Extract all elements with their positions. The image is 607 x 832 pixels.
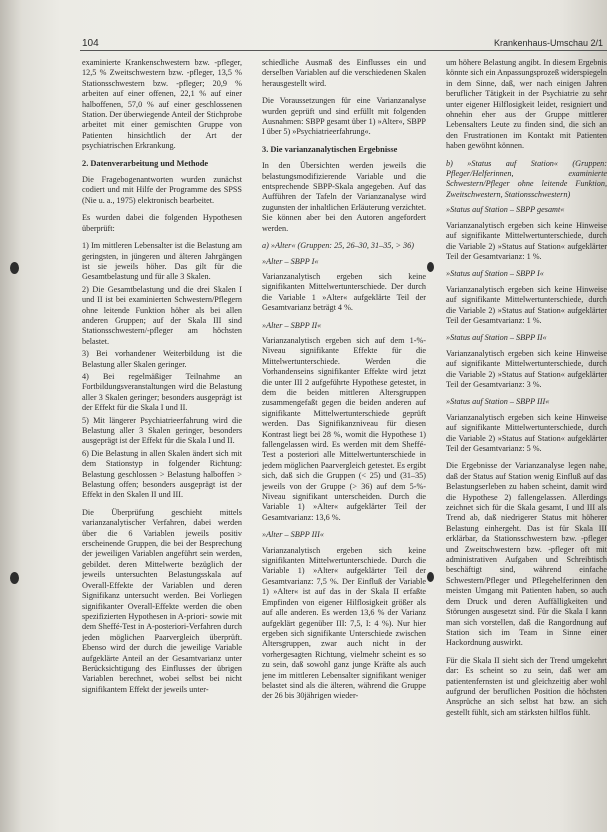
punch-hole-right-bottom — [427, 572, 434, 582]
header-rule — [80, 50, 607, 51]
hypothesis-1: 1) Im mittleren Lebensalter ist die Belastung am geringsten, in jüngeren und älteren Jahrgängen ist sie jeweils höher. Das gilt für die Gesamtbelastung und für alle 3 Skalen. — [82, 241, 242, 282]
subsection-label: »Alter – SBPP III« — [262, 530, 324, 540]
paragraph: Für die Skala II sieht sich der Trend umgekehrt dar: Es scheint so zu sein, daß wer am patientenfernsten ist und gleichzeitig aber wohl aufgrund der beruflichen Position die höchsten Ansprüche an sich selbst hat bzw. an sich gestellt fühlt, sich am stärksten hilflos fühlt. — [446, 655, 607, 717]
paragraph: In den Übersichten werden jeweils die belastungsmodifizierende Variable und die entsprechende SBPP-Skala angegeben. Auf das Aufführen der Tafeln der Varianzanalyse wird zugunsten der inhaltlichen Erläuterung verzichtet. Sie können aber bei den Autoren angefordert werden. — [262, 161, 426, 233]
paragraph: Varianzanalytisch ergeben sich keine Hinweise auf signifikante Mittelwertunterschiede, durch die Variable 2) »Status auf Station« aufgeklärter Teil der Gesamtvarianz: 1 %. — [446, 220, 607, 261]
subsection-label: »Status auf Station – SBPP gesamt« — [446, 205, 565, 215]
subsection-label: »Status auf Station – SBPP I« — [446, 269, 544, 279]
running-title: Krankenhaus-Umschau 2/1 — [493, 38, 603, 48]
subsection-label: »Status auf Station – SBPP III« — [446, 397, 550, 407]
paragraph: Varianzanalytisch ergeben sich keine signifikanten Mittelwertunterschiede. Durch die Variable 1) »Alter« aufgeklärter Teil der Gesamtvarianz: 7,5 %. Der Einfluß der Variable 1) »Alter« ist auf das in der Skala II erfaßte Empfinden von eigener Hilflosigkeit größer als auf alle anderen. Es werden 13,6 % der Varianz aufgeklärt gegenüber III: 7,5, I: 4 %). Nur hier ergeben sich signifikante Unterschiede zwischen Altersgruppen, zwar auch nicht in der vorhergesagten Richtung, vielmehr scheint es so zu sein, daß sowohl ganz junge Kräfte als auch jene im mittleren Lebensalter signifikant weniger belastet sind als die älteren, während die Gruppe der 26 bis 30jährigen wieder- — [262, 545, 426, 701]
section-heading: 2. Datenverarbeitung und Methode — [82, 158, 209, 168]
paragraph: Varianzanalytisch ergeben sich keine Hinweise auf signifikante Mittelwertunterschiede, durch die Variable 2) »Status auf Station« aufgeklärter Teil der Gesamtvarianz: 1 %. — [446, 284, 607, 325]
paragraph: Varianzanalytisch ergeben sich keine signifikanten Mittelwertunterschiede. Der durch die Variable 1 »Alter« aufgeklärte Teil der Gesamtvarianz beträgt 4 %. — [262, 271, 426, 313]
hypothesis-4: 4) Bei regelmäßiger Teilnahme an Fortbildungsveranstaltungen wird die Belastung aller 3 Skalen geringer; besonders ausgeprägt ist der Effekt für die Skala I und II. — [82, 371, 242, 413]
paragraph: Varianzanalytisch ergeben sich keine Hinweise auf signifikante Mittelwertunterschiede, durch die Variable 2) »Status auf Station« aufgeklärter Teil der Gesamtvarianz: 3 %. — [446, 348, 607, 389]
section-heading: 3. Die varianzanalytischen Ergebnisse — [262, 144, 398, 154]
hypothesis-2: 2) Die Gesamtbelastung und die drei Skalen I und II ist bei examinierten Schwestern/Pflegern ohne leitende Funktion höher als bei allen anderen Gruppen; auf der Skala III sind Stationsschwestern/-pfleger am höchsten belastet. — [82, 284, 242, 346]
variable-heading: b) »Status auf Station« (Gruppen: Pfleger/Helferinnen, examinierte Schwestern/Pfleger ohne leitende Funktion, Zweitschwestern, Stationsschwestern) — [446, 158, 607, 199]
punch-hole-bottom — [10, 572, 19, 584]
punch-hole-top — [10, 262, 19, 274]
variable-heading: a) »Alter« (Gruppen: 25, 26–30, 31–35, > 36) — [262, 241, 414, 251]
subsection-label: »Alter – SBPP I« — [262, 256, 319, 266]
subsection-label: »Status auf Station – SBPP II« — [446, 333, 547, 343]
subsection-label: »Alter – SBPP II« — [262, 320, 322, 330]
hypothesis-5: 5) Mit längerer Psychiatrieerfahrung wird die Belastung aller 3 Skalen geringer, besonders ausgeprägt ist der Effekt für die Skala I und II. — [82, 415, 242, 446]
paragraph: examinierte Krankenschwestern bzw. -pfleger, 12,5 % Zweitschwestern bzw. -pfleger, 13,5 % Stationsschwestern bzw. -pfleger; 20,9 % arbeiten auf einer offenen, 22,1 % auf einer halboffenen, 57,0 % auf einer geschlossenen Station. Der überwiegende Anteil der Stichprobe arbeitet mit einer gemischten Gruppe von Patienten hinsichtlich der Art der psychiatrischen Erkrankung. — [82, 58, 242, 151]
paragraph: Die Fragebogenantworten wurden zunächst codiert und mit Hilfe der Programme des SPSS (Nie u. a., 1975) elektronisch bearbeitet. — [82, 175, 242, 205]
page-binding-edge — [0, 0, 22, 832]
paragraph: um höhere Belastung angibt. In diesem Ergebnis könnte sich ein Anpassungsprozeß widerspiegeln in dem Sinne, daß, wer nach einigen Jahren beruflicher Tätigkeit in der Psychiatrie zu sehr unter eigener Hilflosigkeit leidet, resigniert und ohnehin eher aus der Gruppe mittlerer Lebensalters Leute zu finden sind, die sich an den Frustrationen im Kontakt mit Patienten haben gewöhnt können. — [446, 58, 607, 151]
column-left — [82, 58, 242, 828]
column-middle — [262, 58, 426, 828]
paragraph: schiedliche Ausmaß des Einflusses ein und derselben Variablen auf die verschiedenen Skalen herausgestellt wird. — [262, 58, 426, 88]
column-right — [446, 58, 607, 828]
paragraph: Varianzanalytisch ergeben sich auf dem 1-%-Niveau signifikante Effekte für die Mittelwertunterschiede. Werden die Vorhandenseins signifikanter Effekte wird jetzt die unter III 2 aufgeführte Hypothese getestet, in dem die beiden mittleren Altersgruppen zusammengefaßt gegen die beiden anderen auf signifikante Mittelwertunterschiede geprüft werden. Das Signifikanzniveau für diesen Kontrast liegt bei 28 %, womit die Hypothese 1) fallengelassen wird. Es werden mit dem Sheffé-Test a posteriori alle Mittelwertunterschiede in jedem möglichen Paarvergleich getestet. Es ergibt sich, daß sich die Gruppen (< 25) und (31–35) jeweils von der Gruppe (> 36) auf dem 5-%-Niveau signifikant unterscheiden. Durch die Variable 1) »Alter« aufgeklärter Teil der Gesamtvarianz: 13,6 %. — [262, 335, 426, 522]
paragraph: Die Überprüfung geschieht mittels varianzanalytischer Verfahren, dabei werden über die 6 Variablen jeweils positiv erscheinende Gruppen, die bei der Besprechung der jeweiligen Variablen angeführt sein werden, gebildet. deren Mittelwerte bezüglich der jeweils untersuchten Belastungsskala auf Overall-Effekte der Variablen und deren Signifikanz untersucht werden. Bei Vorliegen signifikanter Overall-Effekte werden die oben spezifizierten Hypothesen in A-priori- sowie mit dem Sheffé-Test in A-posteriori-Verfahren durch jeden möglichen Paarvergleich überprüft. Ebenso wird der durch die jeweilige Variable aufgeklärte Anteil an der Gesamtvarianz unter Berücksichtigung des Einflusses der übrigen Variablen berechnet, wobei selbst bei nicht signifikantem Effekt der jeweils unter- — [82, 507, 242, 694]
paragraph: Die Ergebnisse der Varianzanalyse legen nahe, daß der Status auf Station wenig Einfluß auf das Belastungserleben zu haben scheint, damit wird die Hypothese 2) fallengelassen. Allerdings zeichnet sich für die Skala gesamt, I und III als Trend ab, daß niedrigerer Status mit höherer Belastung einhergeht. Das ist für Skala III erklärbar, da Stationsschwestern bzw. -pfleger und Zweitschwestern bzw. -pfleger oft mit administrativen Aufgaben und Schreibtisch beschäftigt sind, während einfache Schwestern/Pfleger und Pflegehelferinnen den meisten Umgang mit Patienten haben, so auch dem Druck und deren Auffälligkeiten und Störungen ausgesetzt sind. Für die Skala I kann man sich vorstellen, daß die Rangordnung auf Station sich im Team in Sinne einer Hackordnung auswirkt. — [446, 461, 607, 648]
paragraph: Die Voraussetzungen für eine Varianzanalyse wurden geprüft und sind erfüllt mit folgenden Ausnahmen: SBPP gesamt über 1) »Alter«, SBPP I über 5) »Psychiatrieerfahrung«. — [262, 96, 426, 137]
paragraph: Es wurden dabei die folgenden Hypothesen überprüft: — [82, 213, 242, 233]
page-number: 104 — [82, 38, 99, 49]
hypothesis-6: 6) Die Belastung in allen Skalen ändert sich mit dem Stationstyp in folgender Richtung: Belastung geschlossen > Belastung halboffen > Belastung offen; besonders ausgeprägt ist der Effekt in den Skalen II und III. — [82, 448, 242, 500]
punch-hole-right-middle — [427, 262, 434, 272]
hypothesis-3: 3) Bei vorhandener Weiterbildung ist die Belastung aller Skalen geringer. — [82, 349, 242, 369]
paragraph: Varianzanalytisch ergeben sich keine Hinweise auf signifikante Mittelwertunterschiede, durch die Variable 2) »Status auf Station« aufgeklärter Teil der Gesamtvarianz: 5 %. — [446, 412, 607, 453]
